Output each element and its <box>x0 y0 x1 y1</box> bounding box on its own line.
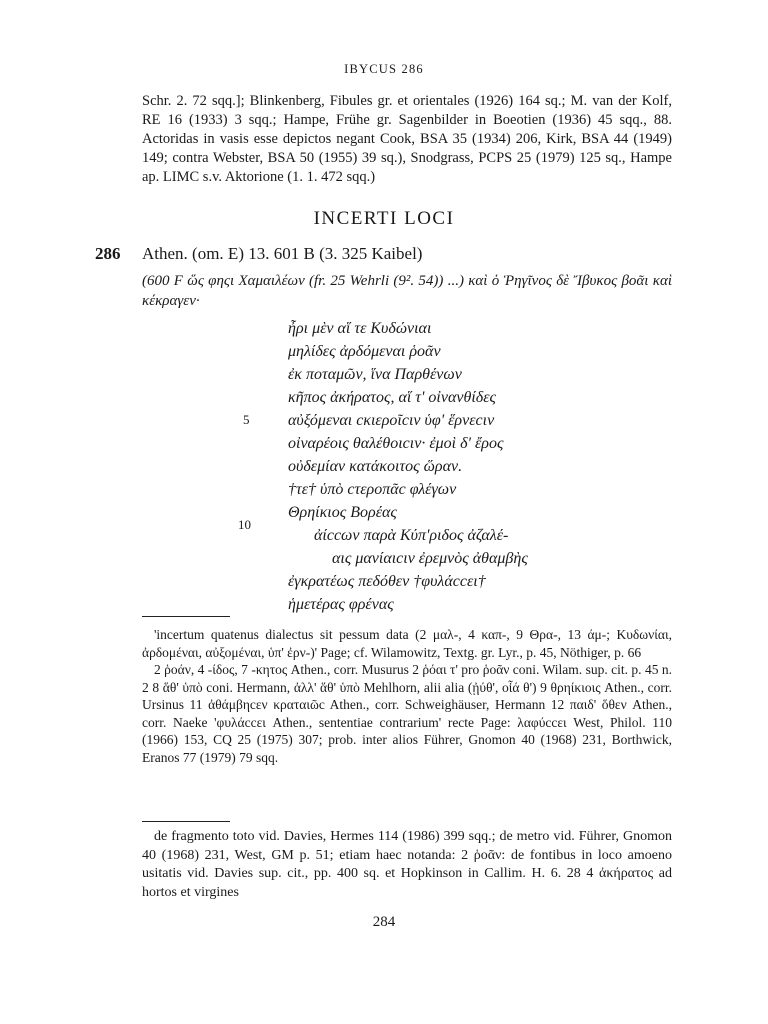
apparatus-note-2: 2 ῥοάν, 4 -ίδος, 7 -κητος Athen., corr. Musurus 2 ῥόαι τ' pro ῥοᾶν coni. Wilam. sup. cit. p. 45 n. 2 8 ἅθ' ὑπὸ coni. Hermann, ἀλλ' ἅθ' ὑπὸ Mehlhorn, alii alia (ᾐύθ', οἷά θ') 9 θρηίκιοις Athen., corr. Ursinus 11 ἀθάμβηcεν κραταιῶc Athen., corr. Schweighäuser, Hermann 12 παιδ' ὅθεν Athen., corr. Naeke 'φυλάccει Athen., sententiae contrarium' recte Page: λαφύccει West, Philol. 110 (1966) 153, CQ 25 (1975) 307; prob. inter alios Führer, Gnomon 40 (1968) 231, Borthwick, Eranos 77 (1979) 79 sqq. <box>142 662 672 765</box>
verse-line-5: αὐξόμεναι cκιεροῖcιν ὑφ' ἕρνεcιν <box>288 412 495 429</box>
apparatus-divider <box>142 616 230 617</box>
verse-line-7: οὐδεμίαν κατάκοιτος ὥραν. <box>288 458 463 475</box>
commentary-divider <box>142 821 230 822</box>
section-heading: INCERTI LOCI <box>313 208 455 229</box>
running-head: IBYCUS 286 <box>344 62 424 76</box>
commentary-note: de fragmento toto vid. Davies, Hermes 114 (1986) 399 sqq.; de metro vid. Führer, Gnomon 40 (1968) 231, West, GM p. 51; etiam haec notanda: 2 ῥοᾶν: de fontibus in loco amoeno usitatis vid. Davies sup. cit., pp. 400 sq. et Hopkinson in Callim. H. 6. 28 4 ἀκήρατος ad hortos et virgines <box>142 829 672 900</box>
apparatus-note-1: 'incertum quatenus dialectus sit pessum data (2 μαλ-, 4 καπ-, 9 Θρα-, 13 άμ-; Κυδωνίαι, ἀρδομέναι, αὐξομέναι, ὑπ' ἐρν-)' Page; cf. Wilamowitz, Textg. gr. Lyr., p. 45, Nöthiger, p. 66 <box>142 627 672 660</box>
verse-line-2: μηλίδες ἀρδόμεναι ῥοᾶν <box>288 343 441 360</box>
verse-line-6: οἰναρέοις θαλέθοιcιν· ἐμοὶ δ' ἔρος <box>288 435 504 452</box>
poem-text <box>288 317 688 616</box>
verse-line-9: Θρηίκιος Βορέας <box>288 504 397 521</box>
verse-line-1: ἦρι μὲν αἵ τε Κυδώνιαι <box>288 320 432 337</box>
verse-line-3: ἐκ ποταμῶν, ἵνα Παρθένων <box>288 366 462 383</box>
line-number-10: 10 <box>238 517 251 532</box>
verse-line-12: ἐγκρατέως πεδόθεν †φυλάccει† <box>288 573 486 590</box>
line-number-5: 5 <box>243 412 250 427</box>
intro-note: Schr. 2. 72 sqq.]; Blinkenberg, Fibules gr. et orientales (1926) 164 sq.; M. van der Kolf, RE 16 (1933) 3 sqq.; Hampe, Frühe gr. Sagenbilder in Boeotien (1936) 45 sqq., 88. Actoridas in vasis esse depictos negant Cook, BSA 35 (1934) 206, Kirk, BSA 44 (1949) 149; contra Webster, BSA 50 (1955) 39 sq.), Snodgrass, PCPS 25 (1979) 125 sq., Hampe ap. LIMC s.v. Aktorione (1. 1. 472 sqq.) <box>142 93 672 185</box>
verse-line-10: ἀίccων παρὰ Κύπ'ριδος ἀζαλέ- <box>314 527 509 544</box>
fragment-number: 286 <box>95 244 121 263</box>
verse-line-8: †τε† ὑπὸ cτεροπᾶc φλέγων <box>288 481 457 498</box>
page-number: 284 <box>372 914 396 930</box>
source-citation: Athen. (om. E) 13. 601 B (3. 325 Kaibel) <box>142 244 423 263</box>
critical-apparatus <box>142 626 672 766</box>
verse-line-13: ἡμετέρας φρένας <box>288 596 394 613</box>
verse-line-4: κῆπος ἀκήρατος, αἵ τ' οἰνανθίδες <box>288 389 497 406</box>
source-context: (600 F ὥς φηςι Χαμαιλέων (fr. 25 Wehrli (9². 54)) ...) καὶ ὁ Ῥηγῖνος δὲ Ἴβυκος βοᾶι καὶ κέκραγεν· <box>142 273 672 309</box>
verse-line-11: αις μανίαιcιν ἐρεμνὸς ἀθαμβὴς <box>332 550 528 567</box>
